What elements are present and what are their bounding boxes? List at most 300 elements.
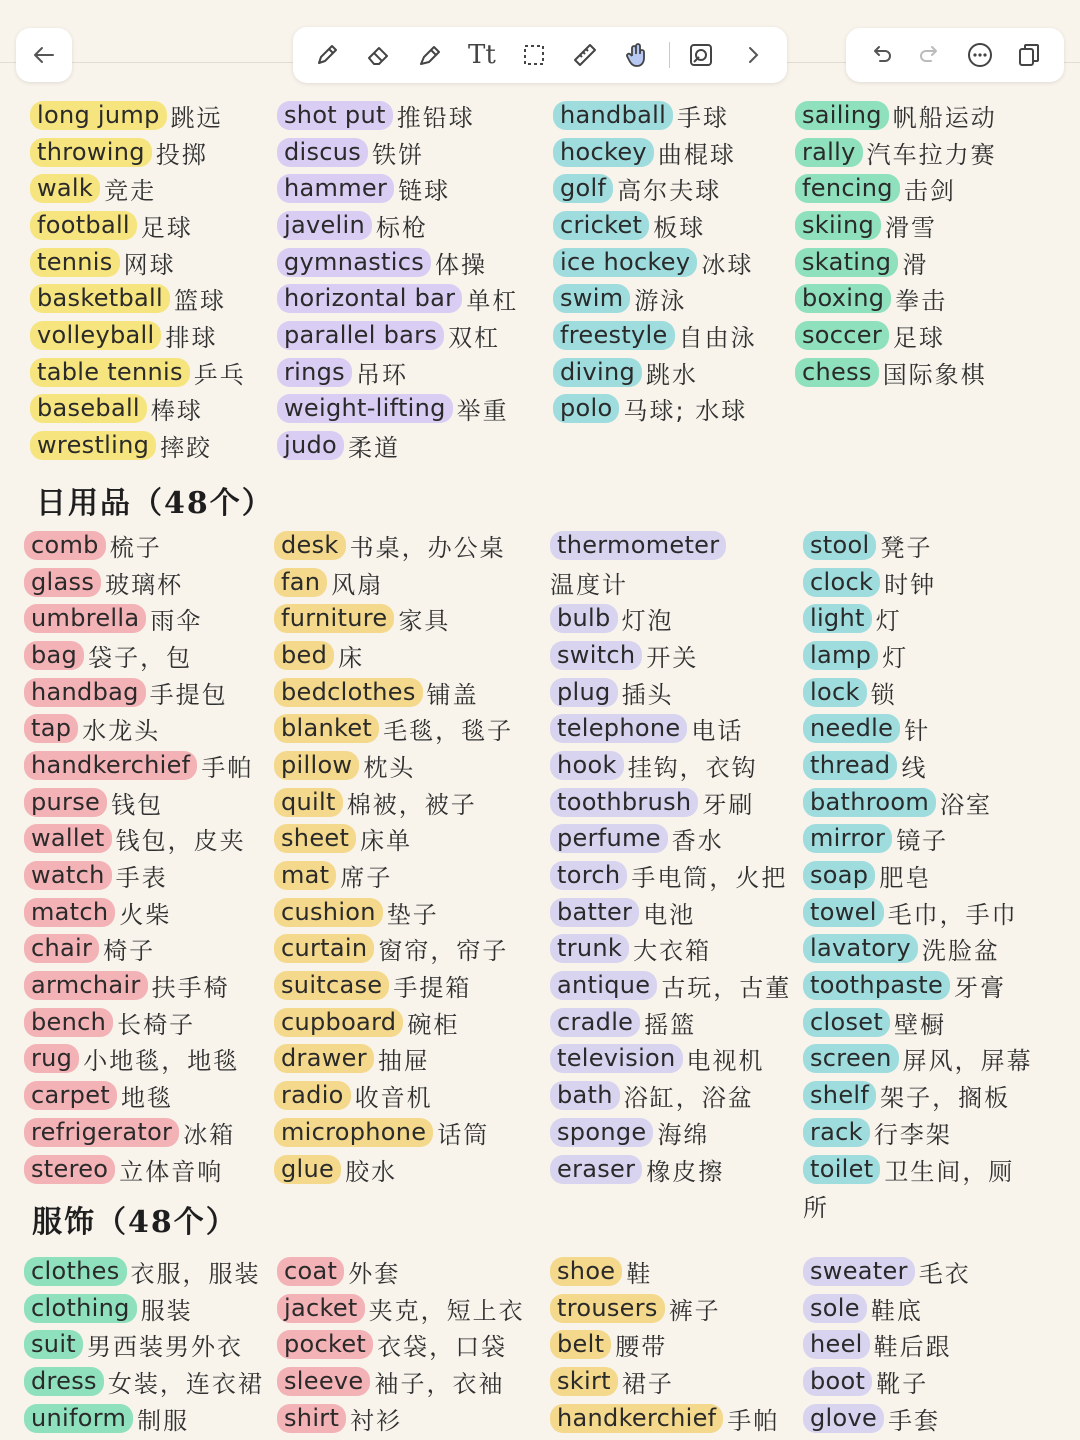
vocab-english: hammer bbox=[277, 174, 394, 203]
vocab-chinese: 篮球 bbox=[173, 287, 226, 316]
vocab-row bbox=[274, 564, 513, 601]
vocab-chinese: 所 bbox=[803, 1194, 829, 1223]
vocab-row bbox=[550, 1400, 779, 1437]
vocab-english: rack bbox=[803, 1118, 870, 1147]
vocab-english: skiing bbox=[795, 211, 881, 240]
vocab-english: lamp bbox=[803, 641, 878, 670]
lasso-tool-button[interactable] bbox=[514, 35, 554, 75]
vocab-english: football bbox=[30, 211, 137, 240]
vocab-chinese: 床单 bbox=[360, 827, 413, 856]
vocab-row bbox=[274, 931, 513, 968]
vocab-english: bathroom bbox=[803, 788, 936, 817]
vocab-row bbox=[550, 967, 791, 1004]
vocab-english: shot put bbox=[277, 101, 393, 130]
vocab-english: mat bbox=[274, 861, 336, 890]
vocab-chinese: 足球 bbox=[893, 323, 946, 352]
daily-column-4 bbox=[803, 527, 1033, 1224]
vocab-row bbox=[803, 821, 1033, 858]
vocab-row bbox=[803, 1187, 1033, 1224]
vocab-chinese: 手提箱 bbox=[393, 974, 472, 1003]
vocab-row bbox=[803, 710, 1033, 747]
vocab-chinese: 插头 bbox=[621, 680, 674, 709]
vocab-chinese: 浴缸，浴盆 bbox=[623, 1084, 754, 1113]
vocab-english: skating bbox=[795, 248, 898, 277]
vocab-chinese: 服装 bbox=[140, 1296, 193, 1325]
vocab-english: sailing bbox=[795, 101, 889, 130]
vocab-row bbox=[24, 1253, 264, 1290]
ruler-tool-button[interactable] bbox=[565, 35, 605, 75]
vocab-row bbox=[277, 1253, 525, 1290]
vocab-english: pillow bbox=[274, 751, 359, 780]
vocab-row bbox=[803, 674, 1033, 711]
vocab-chinese: 玻璃杯 bbox=[105, 570, 184, 599]
vocab-chinese: 时钟 bbox=[884, 570, 937, 599]
vocab-chinese: 举重 bbox=[456, 397, 509, 426]
vocab-row bbox=[274, 747, 513, 784]
vocab-chinese: 投掷 bbox=[155, 140, 208, 169]
vocab-chinese: 风扇 bbox=[331, 570, 384, 599]
vocab-english: swim bbox=[553, 284, 630, 313]
vocab-english: weight-lifting bbox=[277, 394, 453, 423]
vocab-chinese: 灯 bbox=[875, 607, 902, 636]
vocab-english: soccer bbox=[795, 321, 889, 350]
vocab-english: desk bbox=[274, 531, 346, 560]
vocab-chinese: 电池 bbox=[643, 900, 696, 929]
vocab-chinese: 体操 bbox=[435, 250, 488, 279]
vocab-row bbox=[274, 1041, 513, 1078]
vocab-chinese: 夹克，短上衣 bbox=[368, 1296, 525, 1325]
vocab-chinese: 毛衣 bbox=[918, 1259, 971, 1288]
vocab-english: pocket bbox=[277, 1330, 373, 1359]
vocab-row bbox=[277, 280, 518, 317]
vocab-english: bedclothes bbox=[274, 678, 423, 707]
vocab-english: shoe bbox=[550, 1257, 622, 1286]
vocab-row bbox=[553, 134, 757, 171]
vocab-row bbox=[803, 600, 1033, 637]
vocab-row bbox=[277, 207, 518, 244]
vocab-chinese: 男西装男外衣 bbox=[87, 1333, 243, 1362]
vocab-english: sweater bbox=[803, 1257, 915, 1286]
image-shapes-icon bbox=[686, 40, 716, 70]
vocab-chinese: 击剑 bbox=[903, 177, 956, 206]
vocab-chinese: 扶手椅 bbox=[151, 974, 230, 1003]
vocab-english: wallet bbox=[24, 824, 112, 853]
back-arrow-icon bbox=[29, 40, 59, 70]
vocab-chinese: 屏风，屏幕 bbox=[902, 1047, 1033, 1076]
vocab-chinese: 手帕 bbox=[727, 1406, 780, 1435]
vocab-chinese: 铁饼 bbox=[372, 140, 425, 169]
vocab-english: sheet bbox=[274, 824, 356, 853]
vocab-chinese: 小地毯，地毯 bbox=[83, 1047, 240, 1076]
vocab-chinese: 橡皮擦 bbox=[646, 1157, 725, 1186]
vocab-row bbox=[274, 784, 513, 821]
vocab-row bbox=[24, 1077, 253, 1114]
vocab-chinese: 毛巾，手巾 bbox=[887, 900, 1018, 929]
vocab-chinese: 古玩，古董 bbox=[661, 974, 792, 1003]
vocab-row bbox=[803, 1151, 1033, 1188]
vocab-chinese: 乒乓 bbox=[193, 360, 246, 389]
vocab-chinese: 鞋 bbox=[626, 1259, 653, 1288]
vocab-row bbox=[30, 391, 246, 428]
vocab-chinese: 跳水 bbox=[646, 360, 699, 389]
vocab-english: refrigerator bbox=[24, 1118, 179, 1147]
vocab-row bbox=[550, 1114, 791, 1151]
vocab-row bbox=[277, 134, 518, 171]
vocab-chinese: 滑雪 bbox=[884, 213, 937, 242]
vocab-english: parallel bars bbox=[277, 321, 444, 350]
section-title-clothing: 服饰（48个） bbox=[32, 1205, 238, 1240]
vocab-english: glue bbox=[274, 1155, 341, 1184]
vocab-english: screen bbox=[803, 1044, 899, 1073]
vocab-row bbox=[550, 637, 791, 674]
vocab-chinese: 鞋底 bbox=[870, 1296, 923, 1325]
vocab-row bbox=[277, 170, 518, 207]
vocab-english: rug bbox=[24, 1044, 79, 1073]
vocab-chinese: 铺盖 bbox=[426, 680, 479, 709]
vocab-chinese: 滑 bbox=[902, 250, 929, 279]
vocab-english: judo bbox=[277, 431, 344, 460]
sports-column-1 bbox=[30, 97, 246, 464]
vocab-english: handbag bbox=[24, 678, 146, 707]
vocab-row bbox=[24, 931, 253, 968]
vocab-english: soap bbox=[803, 861, 875, 890]
vocab-chinese: 立体音响 bbox=[119, 1157, 224, 1186]
daily-column-3 bbox=[550, 527, 791, 1187]
vocab-row bbox=[553, 97, 757, 134]
vocab-english: bed bbox=[274, 641, 334, 670]
section-title-daily: 日用品（48个） bbox=[36, 486, 274, 521]
vocab-english: mirror bbox=[803, 824, 892, 853]
vocab-chinese: 开关 bbox=[646, 643, 699, 672]
vocab-english: toilet bbox=[803, 1155, 880, 1184]
vocab-english: polo bbox=[553, 394, 619, 423]
vocab-english: hockey bbox=[553, 138, 654, 167]
undo-button[interactable] bbox=[861, 35, 901, 75]
vocab-english: telephone bbox=[550, 714, 687, 743]
daily-column-1 bbox=[24, 527, 253, 1187]
vocab-chinese: 灯 bbox=[882, 643, 909, 672]
vocab-english: lock bbox=[803, 678, 867, 707]
vocab-english: glove bbox=[803, 1404, 884, 1433]
vocab-english: bag bbox=[24, 641, 84, 670]
vocab-english: clothing bbox=[24, 1294, 137, 1323]
vocab-english: glass bbox=[24, 568, 101, 597]
vocab-english: horizontal bar bbox=[277, 284, 462, 313]
vocab-english: throwing bbox=[30, 138, 152, 167]
vocab-chinese: 双杠 bbox=[448, 323, 501, 352]
vocab-row bbox=[30, 244, 246, 281]
vocab-chinese: 毛毯，毯子 bbox=[383, 717, 514, 746]
redo-button[interactable] bbox=[910, 35, 950, 75]
vocab-chinese: 梳子 bbox=[109, 533, 162, 562]
vocab-english: sole bbox=[803, 1294, 867, 1323]
vocab-row bbox=[24, 894, 253, 931]
vocab-english: towel bbox=[803, 898, 884, 927]
vocab-row bbox=[24, 747, 253, 784]
vocab-row bbox=[550, 674, 791, 711]
more-options-button[interactable] bbox=[960, 35, 1000, 75]
vocab-row bbox=[24, 637, 253, 674]
vocab-row bbox=[24, 1363, 264, 1400]
vocab-row bbox=[30, 97, 246, 134]
vocab-english: shelf bbox=[803, 1081, 876, 1110]
toolbar-separator bbox=[669, 42, 670, 68]
vocab-english: handball bbox=[553, 101, 673, 130]
vocab-chinese: 家具 bbox=[398, 607, 451, 636]
vocab-row bbox=[274, 1151, 513, 1188]
vocab-row bbox=[274, 710, 513, 747]
vocab-row bbox=[803, 527, 1033, 564]
vocab-row bbox=[24, 784, 253, 821]
vocab-row bbox=[550, 1363, 779, 1400]
vocab-row bbox=[277, 97, 518, 134]
vocab-chinese: 高尔夫球 bbox=[617, 177, 722, 206]
vocab-english: torch bbox=[550, 861, 627, 890]
vocab-chinese: 汽车拉力赛 bbox=[866, 140, 997, 169]
vocab-row bbox=[277, 317, 518, 354]
vocab-english: jacket bbox=[277, 1294, 365, 1323]
lasso-select-icon bbox=[519, 40, 549, 70]
image-tool-button[interactable] bbox=[681, 35, 721, 75]
vocab-row bbox=[277, 1363, 525, 1400]
vocab-row bbox=[803, 1114, 1033, 1151]
vocab-chinese: 枕头 bbox=[363, 753, 416, 782]
vocab-row bbox=[274, 1004, 513, 1041]
vocab-row bbox=[24, 564, 253, 601]
vocab-chinese: 肥皂 bbox=[879, 864, 932, 893]
clothing-column-2 bbox=[277, 1253, 525, 1436]
vocab-english: shirt bbox=[277, 1404, 346, 1433]
vocab-english: armchair bbox=[24, 971, 148, 1000]
vocab-english: gymnastics bbox=[277, 248, 431, 277]
vocab-english: purse bbox=[24, 788, 107, 817]
vocab-chinese: 棒球 bbox=[150, 397, 203, 426]
vocab-chinese: 足球 bbox=[140, 213, 193, 242]
more-icon bbox=[965, 40, 995, 70]
vocab-row bbox=[277, 391, 518, 428]
vocab-chinese: 跳远 bbox=[170, 103, 223, 132]
vocab-chinese: 马球; 水球 bbox=[623, 397, 748, 426]
vocab-chinese: 棉被，被子 bbox=[346, 790, 477, 819]
vocab-english: watch bbox=[24, 861, 112, 890]
vocab-chinese: 裙子 bbox=[621, 1369, 674, 1398]
vocab-english: golf bbox=[553, 174, 613, 203]
vocab-row bbox=[803, 1253, 971, 1290]
vocab-chinese: 自由泳 bbox=[678, 323, 757, 352]
vocab-row bbox=[795, 207, 997, 244]
vocab-english: plug bbox=[550, 678, 618, 707]
vocab-chinese: 推铅球 bbox=[396, 103, 475, 132]
vocab-row bbox=[24, 1041, 253, 1078]
vocab-chinese: 话筒 bbox=[437, 1120, 490, 1149]
vocab-row bbox=[803, 931, 1033, 968]
vocab-english: freestyle bbox=[553, 321, 675, 350]
vocab-chinese: 钱包 bbox=[111, 790, 164, 819]
vocab-chinese: 排球 bbox=[165, 323, 218, 352]
vocab-english: clock bbox=[803, 568, 880, 597]
vocab-chinese: 手套 bbox=[888, 1406, 941, 1435]
vocab-english: switch bbox=[550, 641, 642, 670]
vocab-english: toothbrush bbox=[550, 788, 698, 817]
touch-tool-button[interactable] bbox=[617, 35, 657, 75]
vocab-chinese: 冰球 bbox=[701, 250, 754, 279]
vocab-row bbox=[550, 894, 791, 931]
vocab-chinese: 女装，连衣裙 bbox=[107, 1369, 264, 1398]
toolbar-tools-group bbox=[293, 27, 787, 83]
vocab-chinese: 线 bbox=[901, 753, 928, 782]
pen-icon bbox=[312, 40, 342, 70]
vocab-chinese: 长椅子 bbox=[117, 1010, 196, 1039]
vocab-english: rally bbox=[795, 138, 863, 167]
vocab-row bbox=[553, 170, 757, 207]
vocab-row bbox=[803, 857, 1033, 894]
vocab-row bbox=[550, 1077, 791, 1114]
vocab-english: boot bbox=[803, 1367, 872, 1396]
more-tools-button[interactable] bbox=[733, 35, 773, 75]
ruler-icon bbox=[570, 40, 600, 70]
sports-column-2 bbox=[277, 97, 518, 464]
vocab-row bbox=[803, 564, 1033, 601]
vocab-row bbox=[30, 317, 246, 354]
vocab-row bbox=[550, 1041, 791, 1078]
vocab-row bbox=[795, 97, 997, 134]
vocab-chinese: 网球 bbox=[123, 250, 176, 279]
vocab-row bbox=[24, 600, 253, 637]
vocab-chinese: 吊环 bbox=[355, 360, 408, 389]
redo-icon bbox=[915, 40, 945, 70]
vocab-chinese: 灯泡 bbox=[621, 607, 674, 636]
vocab-english: tap bbox=[24, 714, 78, 743]
vocab-chinese: 挂钩，衣钩 bbox=[627, 753, 758, 782]
vocab-row bbox=[553, 244, 757, 281]
vocab-chinese: 单杠 bbox=[466, 287, 519, 316]
vocab-english: cradle bbox=[550, 1008, 640, 1037]
vocab-chinese: 大衣箱 bbox=[633, 937, 712, 966]
vocab-row bbox=[550, 931, 791, 968]
vocab-row bbox=[274, 1077, 513, 1114]
vocab-english: carpet bbox=[24, 1081, 117, 1110]
vocab-row bbox=[795, 317, 997, 354]
vocab-english: cricket bbox=[553, 211, 649, 240]
vocab-english: cupboard bbox=[274, 1008, 403, 1037]
vocab-english: sponge bbox=[550, 1118, 653, 1147]
vocab-english: discus bbox=[277, 138, 368, 167]
back-button[interactable] bbox=[24, 35, 64, 75]
vocab-chinese: 窗帘，帘子 bbox=[378, 937, 509, 966]
vocab-chinese: 标枪 bbox=[376, 213, 428, 242]
vocab-english: umbrella bbox=[24, 604, 146, 633]
vocab-row bbox=[803, 1077, 1033, 1114]
vocab-chinese: 针 bbox=[904, 717, 931, 746]
vocab-row bbox=[550, 1004, 791, 1041]
vocab-english: basketball bbox=[30, 284, 170, 313]
vocab-row bbox=[803, 637, 1033, 674]
vocab-row bbox=[277, 427, 518, 464]
vocab-chinese: 摔跤 bbox=[160, 434, 213, 463]
vocab-row bbox=[277, 244, 518, 281]
vocab-row bbox=[274, 674, 513, 711]
vocab-row bbox=[550, 784, 791, 821]
vocab-row bbox=[30, 170, 246, 207]
highlighter-tool-button[interactable] bbox=[410, 35, 450, 75]
vocab-row bbox=[24, 821, 253, 858]
vocab-chinese: 卫生间，厕 bbox=[884, 1157, 1015, 1186]
vocab-row bbox=[24, 1326, 264, 1363]
text-tool-button[interactable] bbox=[462, 35, 502, 75]
vocab-chinese: 镜子 bbox=[896, 827, 949, 856]
vocab-english: thread bbox=[803, 751, 897, 780]
daily-column-2 bbox=[274, 527, 513, 1187]
vocab-chinese: 摇篮 bbox=[644, 1010, 697, 1039]
vocab-row bbox=[550, 1326, 779, 1363]
vocab-chinese: 牙刷 bbox=[702, 790, 755, 819]
vocab-chinese: 袖子，衣袖 bbox=[374, 1369, 505, 1398]
vocab-chinese: 裤子 bbox=[668, 1296, 721, 1325]
eraser-tool-button[interactable] bbox=[359, 35, 399, 75]
vocab-english: stool bbox=[803, 531, 876, 560]
vocab-chinese: 海绵 bbox=[657, 1120, 710, 1149]
vocab-english: match bbox=[24, 898, 115, 927]
vocab-chinese: 板球 bbox=[653, 213, 706, 242]
vocab-row bbox=[550, 1253, 779, 1290]
vocab-chinese: 手电筒，火把 bbox=[631, 864, 788, 893]
vocab-chinese: 抽屉 bbox=[377, 1047, 430, 1076]
vocab-row bbox=[24, 1151, 253, 1188]
vocab-row bbox=[274, 894, 513, 931]
vocab-row bbox=[24, 1290, 264, 1327]
chevron-right-icon bbox=[738, 40, 768, 70]
vocab-chinese: 书桌，办公桌 bbox=[349, 533, 506, 562]
vocab-row bbox=[24, 967, 253, 1004]
vocab-row bbox=[24, 1114, 253, 1151]
vocab-chinese: 拳击 bbox=[895, 287, 948, 316]
vocab-english: dress bbox=[24, 1367, 104, 1396]
vocab-chinese: 地毯 bbox=[120, 1084, 173, 1113]
vocab-row bbox=[553, 391, 757, 428]
vocab-row bbox=[277, 354, 518, 391]
vocab-chinese: 收音机 bbox=[354, 1084, 433, 1113]
vocab-row bbox=[795, 280, 997, 317]
vocab-english: microphone bbox=[274, 1118, 433, 1147]
vocab-english: stereo bbox=[24, 1155, 115, 1184]
vocab-row bbox=[803, 1290, 971, 1327]
vocab-english: curtain bbox=[274, 934, 374, 963]
vocab-row bbox=[277, 1400, 525, 1437]
vocab-chinese: 竞走 bbox=[104, 177, 157, 206]
vocab-english: uniform bbox=[24, 1404, 133, 1433]
pen-tool-button[interactable] bbox=[307, 35, 347, 75]
vocab-row bbox=[24, 527, 253, 564]
vocab-chinese: 垫子 bbox=[386, 900, 439, 929]
vocab-english: closet bbox=[803, 1008, 890, 1037]
vocab-row bbox=[24, 710, 253, 747]
vocab-chinese: 曲棍球 bbox=[657, 140, 736, 169]
vocab-english: fan bbox=[274, 568, 327, 597]
vocab-english: television bbox=[550, 1044, 683, 1073]
vocab-english: eraser bbox=[550, 1155, 642, 1184]
vocab-english: javelin bbox=[277, 211, 372, 240]
vocab-chinese: 牙膏 bbox=[954, 974, 1007, 1003]
vocab-row bbox=[803, 747, 1033, 784]
eraser-icon bbox=[364, 40, 394, 70]
clothing-column-1 bbox=[24, 1253, 264, 1436]
pages-button[interactable] bbox=[1009, 35, 1049, 75]
vocab-chinese: 衬衫 bbox=[350, 1406, 403, 1435]
vocab-chinese: 手球 bbox=[677, 103, 730, 132]
pages-icon bbox=[1014, 40, 1044, 70]
vocab-chinese: 架子，搁板 bbox=[880, 1084, 1011, 1113]
vocab-row bbox=[24, 1400, 264, 1437]
